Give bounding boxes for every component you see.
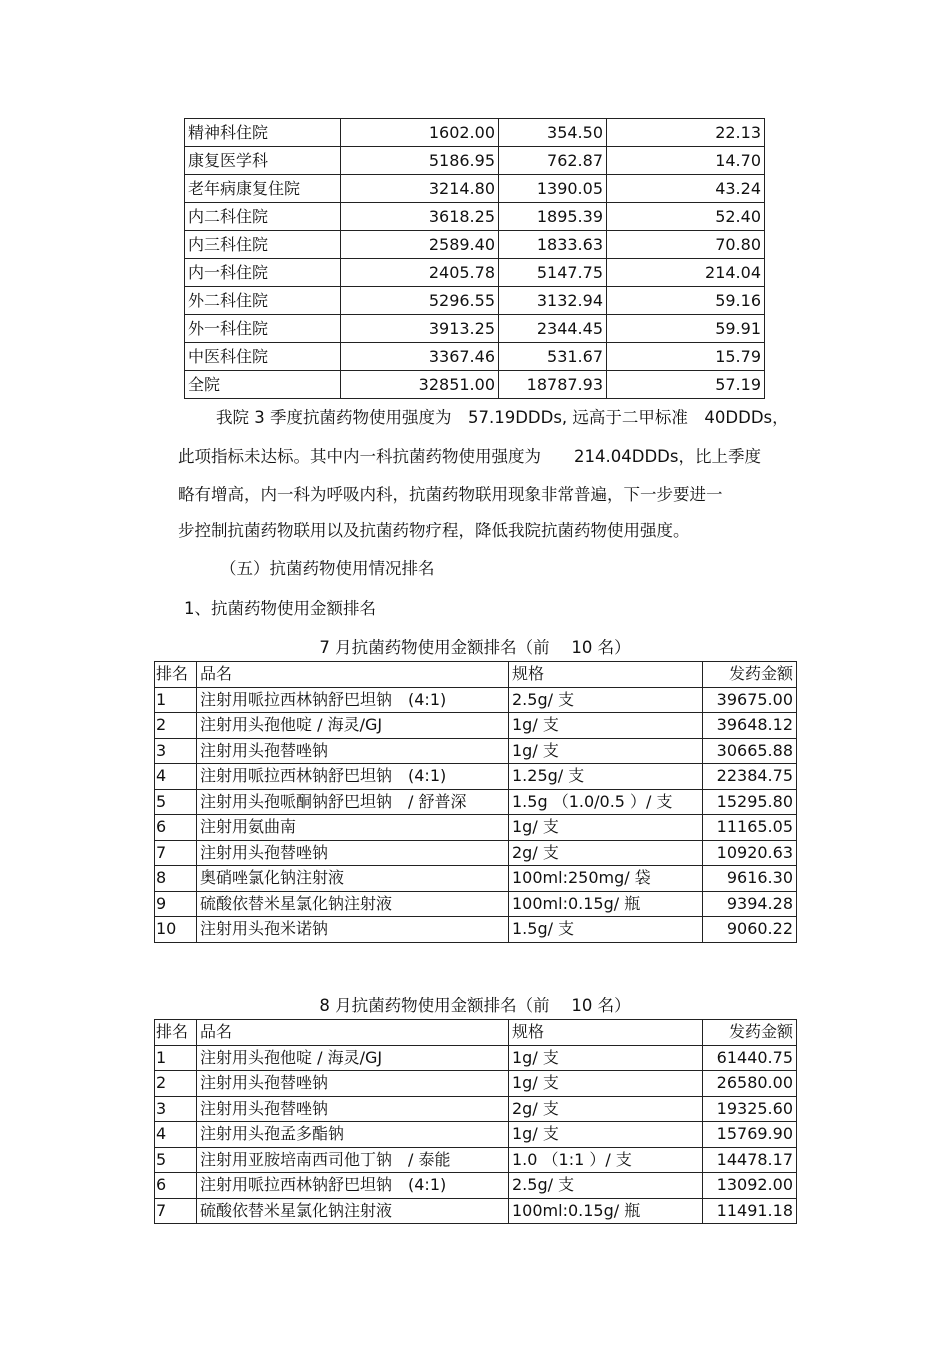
drug-name-cell: 注射用头孢米诺钠 [197,917,509,943]
table-row [155,738,797,764]
value-cell: 1390.05 [499,175,607,203]
department-name: 内三科住院 [185,231,341,259]
spec-cell: 1.5g （1.0/0.5 ）/ 支 [509,789,703,815]
amount-cell: 30665.88 [703,738,797,764]
table-header-row [155,1020,797,1046]
rank-cell: 6 [155,1173,197,1199]
table-row [155,1147,797,1173]
amount-cell: 15769.90 [703,1122,797,1148]
paragraph-line-1: 我院 3 季度抗菌药物使用强度为 57.19DDDs, 远高于二甲标准 40DDDs， [216,408,789,427]
table-header-row [155,662,797,688]
spec-cell: 2g/ 支 [509,1096,703,1122]
rank-cell: 2 [155,1071,197,1097]
amount-cell: 22384.75 [703,764,797,790]
july-ranking-table [154,661,797,943]
july-table-caption: 7 月抗菌药物使用金额排名（前 10 名） [319,638,631,657]
table-row [155,1096,797,1122]
table-row [155,866,797,892]
value-cell: 3913.25 [341,315,499,343]
table-row [185,287,765,315]
rank-cell: 6 [155,815,197,841]
department-name: 老年病康复住院 [185,175,341,203]
subsection-heading: 1、抗菌药物使用金额排名 [184,599,376,618]
spec-cell: 1.25g/ 支 [509,764,703,790]
value-cell: 214.04 [607,259,765,287]
value-cell: 531.67 [499,343,607,371]
table-row [185,175,765,203]
amount-cell: 11165.05 [703,815,797,841]
value-cell: 32851.00 [341,371,499,399]
value-cell: 70.80 [607,231,765,259]
spec-cell: 1g/ 支 [509,1045,703,1071]
amount-cell: 10920.63 [703,840,797,866]
value-cell: 2344.45 [499,315,607,343]
table-row [185,259,765,287]
rank-cell: 7 [155,840,197,866]
table-row [155,1173,797,1199]
value-cell: 3132.94 [499,287,607,315]
spec-cell: 2.5g/ 支 [509,687,703,713]
drug-name-cell: 注射用头孢替唑钠 [197,1096,509,1122]
amount-cell: 11491.18 [703,1198,797,1224]
value-cell: 14.70 [607,147,765,175]
value-cell: 3618.25 [341,203,499,231]
table-row [185,203,765,231]
header-name: 品名 [197,662,509,688]
spec-cell: 2g/ 支 [509,840,703,866]
section-heading: （五）抗菌药物使用情况排名 [220,559,435,578]
table-row [185,231,765,259]
spec-cell: 2.5g/ 支 [509,1173,703,1199]
header-amount: 发药金额 [703,1020,797,1046]
rank-cell: 9 [155,891,197,917]
table-row [155,1045,797,1071]
rank-cell: 5 [155,789,197,815]
header-rank: 排名 [155,662,197,688]
rank-cell: 7 [155,1198,197,1224]
amount-cell: 26580.00 [703,1071,797,1097]
amount-cell: 13092.00 [703,1173,797,1199]
august-table-caption: 8 月抗菌药物使用金额排名（前 10 名） [319,996,631,1015]
drug-name-cell: 注射用氨曲南 [197,815,509,841]
value-cell: 57.19 [607,371,765,399]
header-spec: 规格 [509,662,703,688]
amount-cell: 19325.60 [703,1096,797,1122]
drug-name-cell: 注射用亚胺培南西司他丁钠 / 泰能 [197,1147,509,1173]
table-row [185,343,765,371]
paragraph-line-2: 此项指标未达标。其中内一科抗菌药物使用强度为 214.04DDDs，比上季度 [178,447,761,466]
drug-name-cell: 注射用头孢他啶 / 海灵/GJ [197,713,509,739]
rank-cell: 4 [155,1122,197,1148]
value-cell: 43.24 [607,175,765,203]
drug-name-cell: 注射用头孢哌酮钠舒巴坦钠 / 舒普深 [197,789,509,815]
rank-cell: 1 [155,1045,197,1071]
paragraph-line-3: 略有增高，内一科为呼吸内科，抗菌药物联用现象非常普遍，下一步要进一 [178,485,723,504]
table-row [155,891,797,917]
amount-cell: 39675.00 [703,687,797,713]
drug-name-cell: 注射用哌拉西林钠舒巴坦钠 (4:1) [197,687,509,713]
header-name: 品名 [197,1020,509,1046]
spec-cell: 1g/ 支 [509,713,703,739]
table-row [155,1122,797,1148]
value-cell: 5147.75 [499,259,607,287]
table-row [185,315,765,343]
table-row [155,687,797,713]
department-name: 内二科住院 [185,203,341,231]
drug-name-cell: 注射用哌拉西林钠舒巴坦钠 (4:1) [197,764,509,790]
amount-cell: 14478.17 [703,1147,797,1173]
rank-cell: 2 [155,713,197,739]
amount-cell: 9394.28 [703,891,797,917]
value-cell: 3367.46 [341,343,499,371]
table-row [155,917,797,943]
table-row [155,713,797,739]
spec-cell: 1.0 （1:1 ）/ 支 [509,1147,703,1173]
department-name: 康复医学科 [185,147,341,175]
drug-name-cell: 注射用头孢替唑钠 [197,1071,509,1097]
spec-cell: 100ml:0.15g/ 瓶 [509,891,703,917]
drug-name-cell: 注射用头孢替唑钠 [197,738,509,764]
header-amount: 发药金额 [703,662,797,688]
spec-cell: 1.5g/ 支 [509,917,703,943]
value-cell: 762.87 [499,147,607,175]
rank-cell: 1 [155,687,197,713]
rank-cell: 8 [155,866,197,892]
amount-cell: 9060.22 [703,917,797,943]
value-cell: 2405.78 [341,259,499,287]
table-row [185,371,765,399]
paragraph-line-4: 步控制抗菌药物联用以及抗菌药物疗程，降低我院抗菌药物使用强度。 [178,521,690,540]
drug-name-cell: 注射用头孢孟多酯钠 [197,1122,509,1148]
rank-cell: 5 [155,1147,197,1173]
spec-cell: 1g/ 支 [509,1071,703,1097]
value-cell: 354.50 [499,119,607,147]
august-ranking-table [154,1019,797,1224]
amount-cell: 9616.30 [703,866,797,892]
table-row [155,1198,797,1224]
header-spec: 规格 [509,1020,703,1046]
table-row [155,764,797,790]
amount-cell: 15295.80 [703,789,797,815]
department-name: 精神科住院 [185,119,341,147]
rank-cell: 3 [155,738,197,764]
value-cell: 5186.95 [341,147,499,175]
amount-cell: 39648.12 [703,713,797,739]
department-intensity-table [184,118,765,399]
table-row [185,119,765,147]
value-cell: 3214.80 [341,175,499,203]
spec-cell: 100ml:0.15g/ 瓶 [509,1198,703,1224]
value-cell: 2589.40 [341,231,499,259]
table-row [155,789,797,815]
table-row [185,147,765,175]
amount-cell: 61440.75 [703,1045,797,1071]
value-cell: 59.91 [607,315,765,343]
drug-name-cell: 注射用头孢替唑钠 [197,840,509,866]
spec-cell: 100ml:250mg/ 袋 [509,866,703,892]
rank-cell: 4 [155,764,197,790]
rank-cell: 10 [155,917,197,943]
drug-name-cell: 硫酸依替米星氯化钠注射液 [197,1198,509,1224]
value-cell: 59.16 [607,287,765,315]
department-name: 外一科住院 [185,315,341,343]
value-cell: 22.13 [607,119,765,147]
value-cell: 1895.39 [499,203,607,231]
drug-name-cell: 注射用头孢他啶 / 海灵/GJ [197,1045,509,1071]
table-row [155,840,797,866]
department-name: 内一科住院 [185,259,341,287]
rank-cell: 3 [155,1096,197,1122]
drug-name-cell: 硫酸依替米星氯化钠注射液 [197,891,509,917]
value-cell: 1602.00 [341,119,499,147]
july-table-body [155,687,797,942]
august-table-body [155,1045,797,1224]
drug-name-cell: 奥硝唑氯化钠注射液 [197,866,509,892]
department-name: 外二科住院 [185,287,341,315]
department-name: 中医科住院 [185,343,341,371]
header-rank: 排名 [155,1020,197,1046]
table-row [155,1071,797,1097]
value-cell: 15.79 [607,343,765,371]
value-cell: 5296.55 [341,287,499,315]
department-name: 全院 [185,371,341,399]
spec-cell: 1g/ 支 [509,738,703,764]
value-cell: 52.40 [607,203,765,231]
spec-cell: 1g/ 支 [509,815,703,841]
value-cell: 1833.63 [499,231,607,259]
department-table-body [185,119,765,399]
spec-cell: 1g/ 支 [509,1122,703,1148]
value-cell: 18787.93 [499,371,607,399]
drug-name-cell: 注射用哌拉西林钠舒巴坦钠 (4:1) [197,1173,509,1199]
table-row [155,815,797,841]
